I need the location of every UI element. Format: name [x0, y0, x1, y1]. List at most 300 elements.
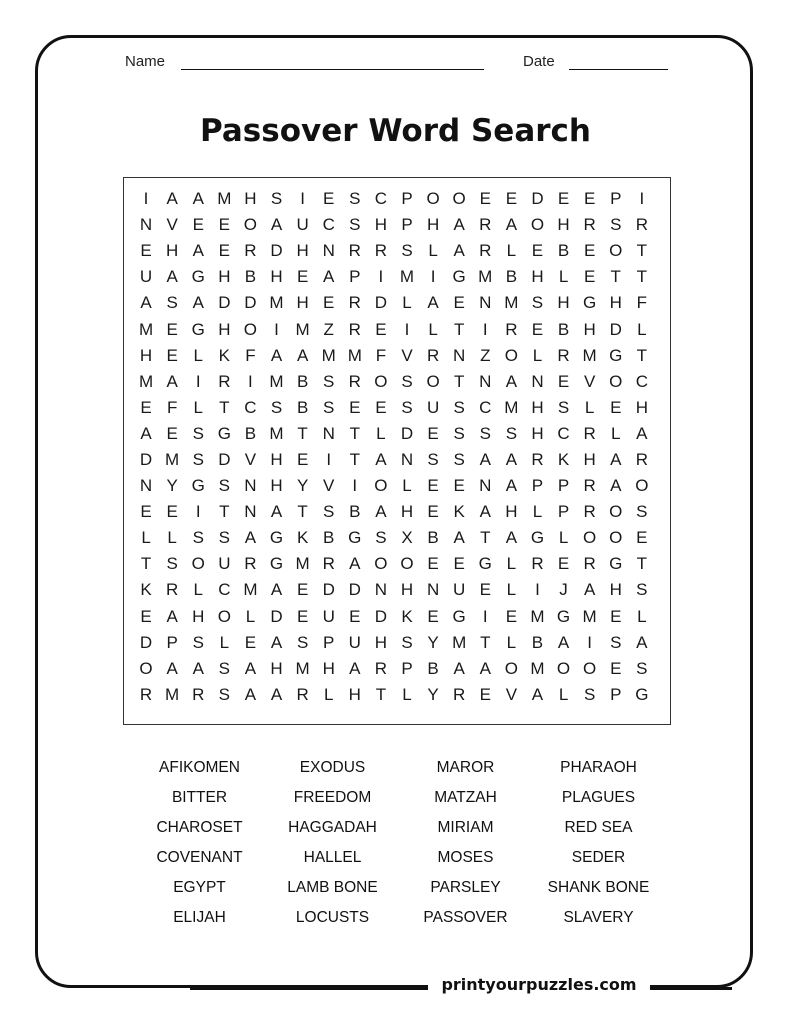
- grid-letter: B: [557, 241, 570, 261]
- grid-letter: S: [453, 397, 465, 417]
- grid-letter: B: [296, 397, 309, 417]
- grid-letter: B: [531, 632, 544, 652]
- grid-letter: T: [636, 554, 648, 574]
- grid-letter: H: [531, 267, 544, 287]
- grid-letter: Y: [427, 632, 439, 652]
- grid-letter: L: [245, 606, 256, 626]
- grid-letter: G: [609, 554, 623, 574]
- grid-letter: N: [479, 293, 492, 313]
- grid-letter: E: [296, 606, 309, 626]
- grid-letter: L: [167, 528, 177, 548]
- grid-letter: N: [139, 476, 153, 496]
- grid-letter: L: [323, 684, 334, 704]
- grid-letter: T: [636, 241, 648, 261]
- grid-letter: S: [453, 449, 465, 469]
- grid-letter: T: [636, 267, 648, 287]
- grid-letter: M: [217, 189, 232, 209]
- grid-letter: B: [349, 502, 361, 522]
- grid-letter: R: [218, 371, 231, 391]
- grid-letter: G: [635, 684, 649, 704]
- grid-letter: H: [270, 476, 283, 496]
- grid-letter: N: [400, 449, 414, 469]
- grid-letter: L: [193, 580, 203, 600]
- word-list-item: MIRIAM: [437, 819, 494, 836]
- grid-letter: N: [244, 476, 257, 496]
- grid-letter: S: [610, 632, 622, 652]
- grid-letter: H: [166, 241, 179, 261]
- word-list-item: SHANK BONE: [547, 879, 650, 896]
- grid-letter: E: [349, 397, 361, 417]
- grid-letter: I: [639, 189, 645, 209]
- grid-letter: A: [583, 580, 596, 600]
- grid-letter: K: [296, 528, 309, 548]
- grid-letter: X: [401, 528, 413, 548]
- grid-letter: E: [323, 293, 335, 313]
- grid-letter: M: [530, 658, 545, 678]
- grid-letter: S: [479, 423, 491, 443]
- grid-letter: A: [375, 502, 387, 522]
- grid-letter: U: [139, 267, 153, 287]
- footer-rule-right: [650, 987, 732, 990]
- grid-letter: H: [583, 319, 596, 339]
- grid-letter: A: [166, 189, 178, 209]
- grid-letter: H: [557, 293, 570, 313]
- word-list-item: COVENANT: [156, 849, 243, 866]
- grid-letter: A: [323, 267, 335, 287]
- grid-letter: A: [270, 684, 283, 704]
- grid-letter: R: [531, 449, 544, 469]
- grid-letter: R: [296, 684, 309, 704]
- grid-letter: R: [479, 241, 492, 261]
- grid-letter: O: [609, 528, 623, 548]
- grid-letter: O: [374, 554, 388, 574]
- grid-letter: I: [587, 632, 592, 652]
- grid-letter: P: [401, 215, 413, 235]
- word-list-item: LAMB BONE: [287, 879, 378, 896]
- grid-letter: H: [374, 632, 388, 652]
- grid-letter: D: [218, 293, 231, 313]
- grid-letter: A: [531, 684, 544, 704]
- grid-letter: N: [374, 580, 388, 600]
- grid-letter: E: [140, 502, 152, 522]
- grid-letter: L: [637, 319, 647, 339]
- grid-letter: A: [270, 345, 283, 365]
- word-list-item: SEDER: [571, 849, 626, 866]
- grid-letter: Y: [427, 684, 439, 704]
- grid-letter: G: [217, 423, 231, 443]
- grid-letter: T: [610, 267, 621, 287]
- grid-letter: B: [505, 267, 518, 287]
- grid-letter: H: [400, 502, 414, 522]
- word-list-item: LOCUSTS: [295, 909, 370, 926]
- grid-letter: E: [583, 241, 596, 261]
- grid-letter: R: [583, 502, 596, 522]
- grid-letter: D: [218, 449, 231, 469]
- grid-letter: H: [609, 293, 622, 313]
- grid-letter: H: [557, 215, 570, 235]
- grid-letter: I: [482, 319, 488, 339]
- grid-letter: I: [326, 449, 332, 469]
- grid-letter: C: [479, 397, 492, 417]
- grid-letter: U: [348, 632, 361, 652]
- grid-letter: R: [348, 319, 361, 339]
- grid-letter: A: [270, 215, 283, 235]
- grid-letter: E: [453, 293, 465, 313]
- grid-letter: F: [375, 345, 387, 365]
- grid-letter: T: [297, 502, 308, 522]
- grid-letter: M: [504, 397, 519, 417]
- grid-letter: L: [611, 423, 621, 443]
- grid-letter: A: [270, 632, 283, 652]
- grid-letter: E: [166, 345, 178, 365]
- grid-letter: U: [453, 580, 466, 600]
- grid-letter: C: [635, 371, 648, 391]
- grid-letter: D: [400, 423, 414, 443]
- grid-letter: O: [609, 371, 623, 391]
- grid-letter: N: [479, 476, 492, 496]
- grid-letter: A: [453, 215, 465, 235]
- grid-letter: R: [583, 423, 596, 443]
- grid-letter: F: [245, 345, 256, 365]
- grid-letter: S: [166, 554, 178, 574]
- grid-letter: O: [556, 658, 571, 678]
- grid-letter: E: [218, 215, 230, 235]
- grid-letter: I: [482, 606, 488, 626]
- word-list-item: EXODUS: [299, 759, 366, 776]
- grid-letter: E: [192, 215, 204, 235]
- puzzle-grid: [133, 186, 655, 708]
- grid-letter: H: [322, 658, 335, 678]
- grid-letter: H: [270, 267, 283, 287]
- grid-letter: O: [635, 476, 649, 496]
- grid-letter: L: [402, 293, 412, 313]
- grid-letter: H: [374, 215, 388, 235]
- grid-letter: A: [166, 267, 178, 287]
- grid-letter: A: [270, 502, 283, 522]
- grid-letter: A: [453, 658, 465, 678]
- grid-letter: L: [506, 554, 517, 574]
- grid-letter: A: [636, 632, 648, 652]
- grid-letter: E: [453, 554, 465, 574]
- grid-letter: M: [582, 345, 597, 365]
- grid-letter: P: [401, 658, 413, 678]
- grid-letter: R: [583, 476, 596, 496]
- grid-letter: E: [166, 319, 178, 339]
- grid-letter: R: [583, 215, 596, 235]
- word-list-item: AFIKOMEN: [159, 759, 240, 776]
- grid-letter: H: [531, 423, 544, 443]
- grid-letter: E: [453, 476, 465, 496]
- grid-letter: R: [479, 215, 492, 235]
- grid-letter: O: [139, 658, 153, 678]
- grid-letter: N: [244, 502, 257, 522]
- grid-letter: T: [480, 528, 491, 548]
- grid-letter: H: [270, 449, 283, 469]
- grid-letter: B: [244, 423, 257, 443]
- grid-letter: U: [218, 554, 231, 574]
- grid-letter: R: [244, 241, 257, 261]
- grid-letter: E: [296, 449, 309, 469]
- grid-letter: S: [218, 684, 230, 704]
- grid-letter: G: [269, 554, 284, 574]
- grid-letter: S: [323, 502, 335, 522]
- grid-letter: S: [531, 293, 544, 313]
- grid-letter: E: [557, 189, 570, 209]
- grid-letter: N: [453, 345, 466, 365]
- grid-letter: T: [480, 632, 491, 652]
- grid-letter: L: [141, 528, 151, 548]
- grid-letter: S: [557, 397, 570, 417]
- grid-letter: S: [349, 189, 361, 209]
- grid-letter: S: [610, 215, 622, 235]
- grid-letter: S: [192, 423, 204, 443]
- grid-letter: H: [296, 293, 309, 313]
- grid-letter: Z: [323, 319, 334, 339]
- grid-letter: A: [140, 423, 152, 443]
- grid-letter: P: [557, 502, 570, 522]
- grid-letter: E: [479, 684, 491, 704]
- grid-letter: E: [166, 502, 178, 522]
- grid-letter: G: [478, 554, 492, 574]
- grid-letter: N: [139, 215, 153, 235]
- grid-letter: H: [218, 267, 231, 287]
- grid-letter: I: [300, 189, 305, 209]
- grid-letter: H: [192, 606, 205, 626]
- grid-letter: O: [217, 606, 231, 626]
- grid-letter: S: [192, 528, 204, 548]
- grid-letter: S: [401, 397, 413, 417]
- grid-letter: L: [428, 241, 438, 261]
- grid-letter: G: [191, 476, 205, 496]
- grid-letter: D: [270, 241, 283, 261]
- grid-letter: K: [140, 580, 152, 600]
- grid-letter: R: [192, 684, 205, 704]
- grid-letter: O: [243, 319, 258, 339]
- grid-letter: R: [348, 293, 361, 313]
- grid-letter: B: [296, 371, 309, 391]
- grid-letter: S: [349, 215, 361, 235]
- grid-letter: T: [636, 345, 648, 365]
- grid-letter: R: [322, 554, 335, 574]
- grid-letter: E: [505, 606, 518, 626]
- grid-letter: E: [349, 606, 361, 626]
- grid-letter: L: [637, 606, 647, 626]
- grid-letter: G: [530, 528, 545, 548]
- grid-letter: K: [218, 345, 230, 365]
- grid-letter: E: [583, 267, 596, 287]
- grid-letter: D: [531, 189, 544, 209]
- grid-letter: I: [195, 371, 201, 391]
- grid-letter: S: [192, 632, 204, 652]
- grid-letter: G: [191, 319, 205, 339]
- grid-letter: S: [453, 423, 465, 443]
- grid-letter: S: [166, 293, 178, 313]
- grid-letter: V: [166, 215, 178, 235]
- grid-letter: G: [269, 528, 284, 548]
- grid-letter: M: [295, 554, 310, 574]
- grid-letter: U: [426, 397, 440, 417]
- grid-letter: L: [532, 345, 543, 365]
- grid-letter: M: [165, 449, 180, 469]
- grid-letter: I: [274, 319, 279, 339]
- grid-letter: B: [557, 319, 570, 339]
- grid-letter: A: [244, 528, 257, 548]
- grid-letter: O: [452, 189, 466, 209]
- grid-letter: A: [610, 476, 622, 496]
- grid-letter: L: [219, 632, 230, 652]
- grid-letter: H: [609, 580, 622, 600]
- grid-letter: T: [297, 423, 308, 443]
- grid-letter: M: [478, 267, 493, 287]
- word-list-item: PASSOVER: [423, 909, 508, 926]
- grid-letter: A: [453, 241, 465, 261]
- grid-letter: O: [583, 658, 597, 678]
- grid-letter: R: [635, 215, 648, 235]
- grid-letter: O: [426, 189, 440, 209]
- grid-letter: L: [428, 319, 438, 339]
- grid-letter: O: [243, 215, 258, 235]
- grid-letter: A: [479, 658, 491, 678]
- grid-letter: M: [138, 319, 154, 339]
- grid-letter: E: [323, 189, 335, 209]
- grid-letter: R: [505, 319, 518, 339]
- grid-letter: A: [479, 449, 491, 469]
- grid-letter: R: [348, 371, 361, 391]
- grid-letter: V: [323, 476, 335, 496]
- grid-letter: E: [244, 632, 257, 652]
- grid-letter: G: [191, 267, 205, 287]
- grid-letter: R: [374, 658, 388, 678]
- grid-letter: T: [219, 397, 230, 417]
- grid-letter: O: [400, 554, 414, 574]
- grid-letter: E: [610, 606, 622, 626]
- grid-letter: H: [505, 502, 518, 522]
- grid-letter: I: [352, 476, 358, 496]
- date-line[interactable]: [569, 69, 668, 70]
- grid-letter: J: [559, 580, 568, 600]
- grid-letter: E: [140, 397, 152, 417]
- grid-letter: G: [452, 267, 466, 287]
- grid-letter: O: [530, 215, 545, 235]
- grid-letter: S: [583, 684, 596, 704]
- grid-letter: A: [505, 215, 518, 235]
- grid-letter: L: [506, 632, 517, 652]
- grid-letter: H: [270, 658, 283, 678]
- grid-letter: A: [244, 684, 257, 704]
- grid-letter: H: [400, 580, 414, 600]
- grid-letter: R: [531, 554, 544, 574]
- grid-letter: B: [323, 528, 335, 548]
- grid-letter: E: [583, 189, 596, 209]
- grid-letter: S: [192, 449, 204, 469]
- grid-letter: A: [166, 658, 178, 678]
- grid-letter: R: [374, 241, 388, 261]
- grid-letter: M: [582, 606, 597, 626]
- grid-letter: M: [347, 345, 362, 365]
- grid-letter: E: [610, 397, 622, 417]
- name-label: Name: [125, 53, 166, 70]
- grid-letter: E: [531, 319, 544, 339]
- grid-letter: S: [401, 632, 413, 652]
- grid-letter: M: [138, 371, 154, 391]
- footer-rule-left: [190, 987, 428, 990]
- grid-letter: S: [427, 449, 439, 469]
- word-list-item: PARSLEY: [430, 879, 501, 896]
- grid-letter: L: [193, 345, 203, 365]
- grid-letter: O: [583, 528, 597, 548]
- word-list-item: PHARAOH: [560, 759, 637, 776]
- name-line[interactable]: [181, 69, 484, 70]
- grid-letter: V: [583, 371, 596, 391]
- grid-letter: R: [426, 345, 440, 365]
- grid-letter: U: [322, 606, 335, 626]
- grid-letter: S: [401, 371, 413, 391]
- grid-letter: T: [453, 371, 465, 391]
- grid-letter: V: [244, 449, 257, 469]
- grid-letter: C: [374, 189, 388, 209]
- grid-letter: A: [244, 658, 257, 678]
- grid-letter: T: [140, 554, 152, 574]
- grid-letter: I: [248, 371, 253, 391]
- grid-letter: A: [505, 528, 518, 548]
- grid-letter: I: [430, 267, 436, 287]
- grid-letter: E: [610, 658, 622, 678]
- grid-letter: A: [349, 554, 361, 574]
- word-list-item: MOSES: [437, 849, 494, 866]
- grid-letter: A: [192, 293, 204, 313]
- grid-letter: L: [506, 241, 517, 261]
- grid-letter: P: [531, 476, 544, 496]
- word-list-item: FREEDOM: [293, 789, 372, 806]
- grid-letter: S: [636, 580, 648, 600]
- grid-letter: E: [166, 423, 178, 443]
- grid-letter: N: [531, 371, 544, 391]
- grid-letter: D: [139, 632, 153, 652]
- grid-letter: E: [479, 189, 491, 209]
- grid-letter: F: [636, 293, 648, 313]
- grid-letter: H: [635, 397, 648, 417]
- grid-letter: A: [140, 293, 152, 313]
- grid-letter: D: [270, 606, 283, 626]
- grid-letter: H: [244, 189, 257, 209]
- grid-letter: R: [166, 580, 179, 600]
- grid-letter: Y: [166, 476, 178, 496]
- grid-letter: S: [505, 423, 518, 443]
- site-footer: printyourpuzzles.com: [428, 975, 650, 994]
- word-list-item: EGYPT: [173, 879, 226, 896]
- grid-letter: N: [322, 423, 335, 443]
- grid-letter: D: [322, 580, 335, 600]
- word-list-item: BITTER: [171, 789, 228, 806]
- grid-letter: C: [322, 215, 335, 235]
- grid-letter: E: [140, 606, 152, 626]
- grid-letter: R: [348, 241, 361, 261]
- grid-letter: E: [427, 502, 439, 522]
- grid-letter: A: [166, 371, 178, 391]
- grid-letter: E: [636, 528, 648, 548]
- grid-letter: M: [530, 606, 545, 626]
- grid-letter: P: [610, 189, 622, 209]
- grid-letter: L: [558, 267, 569, 287]
- grid-letter: E: [375, 319, 387, 339]
- grid-letter: S: [218, 528, 230, 548]
- grid-letter: H: [296, 241, 309, 261]
- grid-letter: V: [401, 345, 413, 365]
- grid-letter: P: [349, 267, 361, 287]
- grid-letter: B: [244, 267, 257, 287]
- grid-letter: O: [374, 371, 388, 391]
- grid-letter: L: [532, 502, 543, 522]
